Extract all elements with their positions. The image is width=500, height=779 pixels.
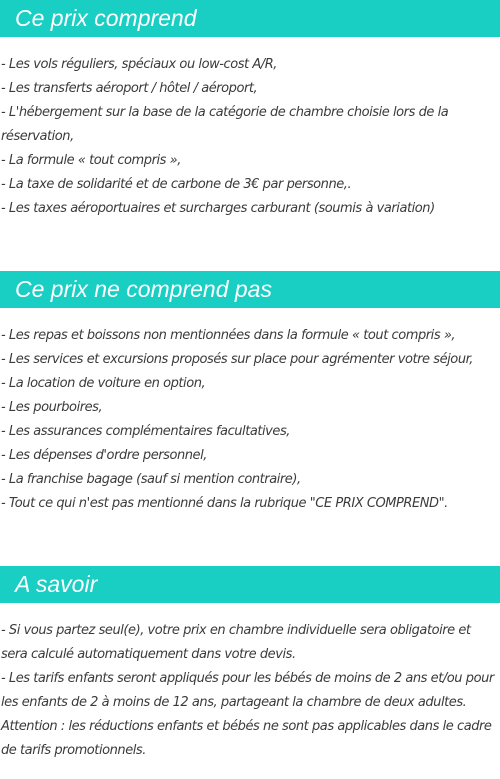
notice-text: Attention : les réductions enfants et bébés ne sont pas applicables dans le cadre de tarifs promotionnels. (1, 719, 492, 758)
section-title: Ce prix ne comprend pas (15, 276, 272, 302)
section-body-good-to-know (0, 619, 500, 763)
section-header-good-to-know (0, 566, 500, 603)
section-body-price-includes (0, 53, 500, 221)
list-item: - Les taxes aéroportuaires et surcharges carburant (soumis à variation) (1, 201, 435, 216)
list-item: - Les services et excursions proposés sur place pour agrémenter votre séjour, (1, 352, 473, 367)
section-body-price-excludes (0, 324, 500, 516)
list-item: - Tout ce qui n'est pas mentionné dans la rubrique "CE PRIX COMPREND". (1, 496, 448, 511)
list-item: - La formule « tout compris », (1, 153, 181, 168)
list-item: - Les vols réguliers, spéciaux ou low-cost A/R, (1, 57, 277, 72)
list-item: - Les assurances complémentaires facultatives, (1, 424, 290, 439)
section-title: A savoir (15, 571, 98, 597)
section-header-price-includes (0, 0, 500, 37)
section-header-price-excludes (0, 271, 500, 308)
list-item: - Les repas et boissons non mentionnées dans la formule « tout compris », (1, 328, 456, 343)
list-item: - Si vous partez seul(e), votre prix en chambre individuelle sera obligatoire et sera calculé automatiquement dans votre devis. (1, 623, 471, 662)
list-item: - La franchise bagage (sauf si mention contraire), (1, 472, 301, 487)
list-item: - Les tarifs enfants seront appliqués pour les bébés de moins de 2 ans et/ou pour les enfants de 2 à moins de 12 ans, partageant la chambre de deux adultes. (1, 671, 494, 710)
list-item: - La location de voiture en option, (1, 376, 206, 391)
list-item: - Les transferts aéroport / hôtel / aéroport, (1, 81, 258, 96)
list-item: - L'hébergement sur la base de la catégorie de chambre choisie lors de la réservation, (1, 105, 449, 144)
list-item: - Les pourboires, (1, 400, 103, 415)
list-item: - Les dépenses d'ordre personnel, (1, 448, 207, 463)
list-item: - La taxe de solidarité et de carbone de 3€ par personne,. (1, 177, 352, 192)
section-title: Ce prix comprend (15, 5, 197, 31)
